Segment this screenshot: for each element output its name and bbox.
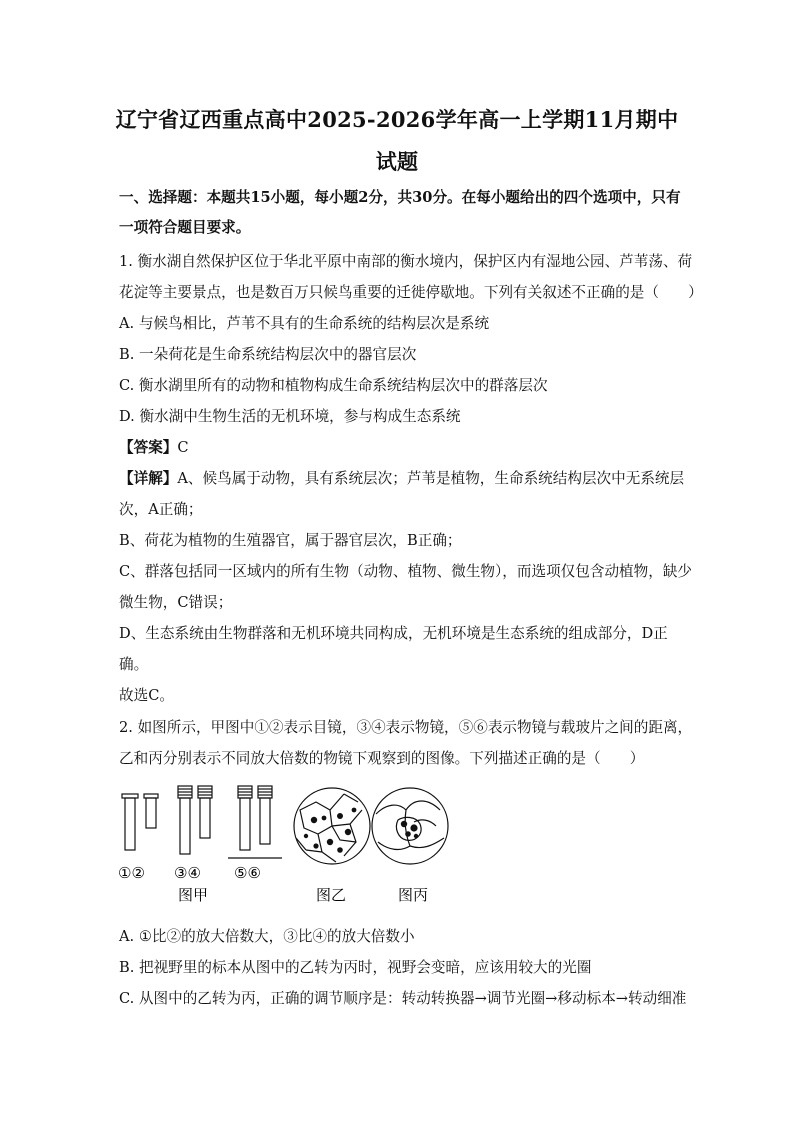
q1-option-d: D. 衡水湖中生物生活的无机环境，参与构成生态系统 — [119, 408, 461, 425]
caption-bing: 图丙 — [398, 886, 429, 904]
caption-jia: 图甲 — [178, 886, 209, 904]
doc-title-line1: 辽宁省辽西重点高中2025-2026学年高一上学期11月期中 — [115, 107, 679, 132]
section-heading-cont: 一项符合题目要求。 — [119, 219, 251, 236]
objective-5 — [238, 786, 252, 850]
q1-detail-cont: 次，A正确； — [119, 501, 203, 518]
eyepiece-1 — [122, 794, 138, 850]
q2-option-c: C. 从图中的乙转为丙，正确的调节顺序是：转动转换器→调节光圈→移动标本→转动细准 — [119, 990, 687, 1007]
detail-text: A、候鸟属于动物，具有系统层次；芦苇是植物，生命系统结构层次中无系统层 — [177, 470, 685, 487]
q1-detail-c-cont: 微生物，C错误； — [119, 594, 233, 611]
q2-option-b: B. 把视野里的标本从图中的乙转为丙时，视野会变暗，应该用较大的光圈 — [119, 959, 592, 976]
q1-option-b: B. 一朵荷花是生命系统结构层次中的器官层次 — [119, 346, 417, 363]
q2-stem-cont: 乙和丙分别表示不同放大倍数的物镜下观察到的图像。下列描述正确的是（ ） — [119, 750, 645, 767]
q1-option-a: A. 与候鸟相比，芦苇不具有的生命系统的结构层次是系统 — [119, 315, 490, 332]
label-34: ③④ — [174, 864, 201, 882]
objective-3 — [178, 786, 192, 854]
detail-label: 【详解】 — [119, 470, 178, 487]
q1-stem-cont: 花淀等主要景点，也是数百万只候鸟重要的迁徙停歇地。下列有关叙述不正确的是（ ） — [119, 284, 703, 301]
section-heading: 一、选择题：本题共15小题，每小题2分，共30分。在每小题给出的四个选项中，只有 — [119, 189, 681, 206]
label-56: ⑤⑥ — [234, 864, 261, 882]
q1-conclusion: 故选C。 — [119, 687, 174, 704]
q2-stem: 2. 如图所示，甲图中①②表示目镜，③④表示物镜，⑤⑥表示物镜与载玻片之间的距离， — [119, 719, 693, 736]
microscope-figure — [110, 780, 450, 910]
q1-detail — [119, 467, 684, 488]
large-cell-dots — [401, 821, 418, 838]
objective-4 — [198, 786, 212, 838]
doc-title-line2: 试题 — [375, 149, 419, 174]
label-12: ①② — [118, 864, 145, 882]
caption-yi: 图乙 — [316, 886, 347, 904]
q1-detail-c: C、群落包括同一区域内的所有生物（动物、植物、微生物），而选项仅包含动植物，缺少 — [119, 563, 693, 580]
q1-option-c: C. 衡水湖里所有的动物和植物构成生命系统结构层次中的群落层次 — [119, 377, 548, 394]
view-yi — [294, 788, 370, 864]
objective-6 — [258, 786, 272, 844]
answer-label: 【答案】 — [119, 439, 178, 456]
q1-detail-d-cont: 确。 — [119, 656, 149, 673]
answer-value: C — [177, 439, 189, 456]
q1-detail-d: D、生态系统由生物群落和无机环境共同构成，无机环境是生态系统的组成部分，D正 — [119, 625, 668, 642]
q1-stem: 1. 衡水湖自然保护区位于华北平原中南部的衡水境内，保护区内有湿地公园、芦苇荡、荷 — [119, 253, 693, 270]
eyepiece-2 — [144, 794, 158, 828]
q1-answer — [119, 436, 189, 457]
q1-detail-b: B、荷花为植物的生殖器官，属于器官层次，B正确； — [119, 532, 462, 549]
q2-option-a: A. ①比②的放大倍数大，③比④的放大倍数小 — [119, 928, 415, 945]
view-bing — [372, 788, 448, 864]
